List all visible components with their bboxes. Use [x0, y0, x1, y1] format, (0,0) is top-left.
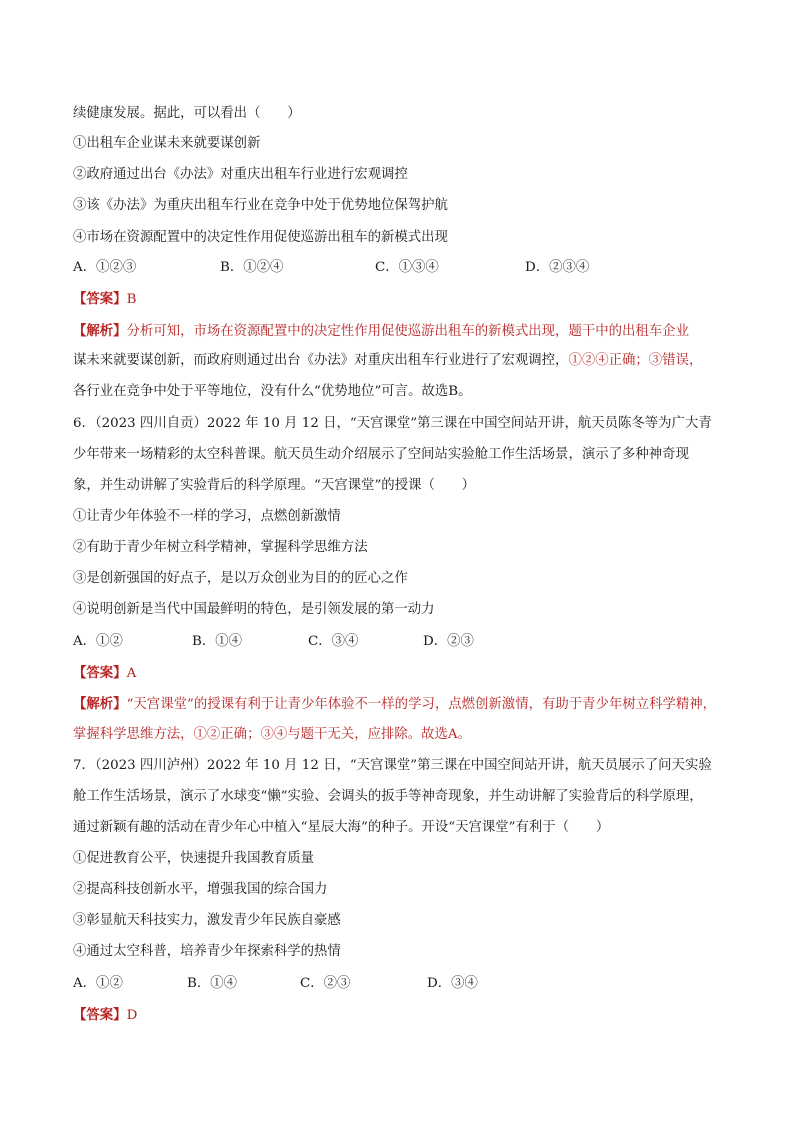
- q6-answer-label: 【答案】: [73, 665, 127, 681]
- q5-item-2: ②政府通过出台《办法》对重庆出租车行业进行宏观调控: [73, 167, 408, 182]
- q6-analysis-text-1: “天宫课堂”的授课有利于让青少年体验不一样的学习，点燃创新激情，有助于青少年树立科学精神，: [126, 697, 717, 712]
- q5-option-d: D．②③④: [525, 260, 590, 275]
- q5-answer-value: B: [126, 292, 137, 307]
- q6-option-b: B．①④: [192, 634, 243, 649]
- q6-stem-line-2: 少年带来一场精彩的太空科普课。航天员生动介绍展示了空间站实验舱工作生活场景，演示了多种神奇现: [73, 447, 689, 462]
- q5-analysis-line-2: [73, 351, 702, 371]
- q7-option-c: C．②③: [300, 976, 351, 991]
- q5-option-a: A．①②③: [73, 260, 137, 275]
- q7-item-2: ②提高科技创新水平，增强我国的综合国力: [73, 882, 328, 897]
- q6-analysis-line-1: [73, 694, 716, 715]
- q5-analysis-line-3: 各行业在竞争中处于平等地位，没有什么“优势地位”可言。故选B。: [73, 384, 472, 399]
- q7-answer-label: 【答案】: [73, 1007, 127, 1023]
- q6-options: [0, 632, 794, 652]
- q5-analysis-line-1: [73, 321, 689, 342]
- q6-answer: [73, 663, 136, 684]
- q5-answer: [73, 289, 136, 310]
- q5-item-1: ①出租车企业谋未来就要谋创新: [73, 136, 261, 151]
- q5-options: [0, 258, 794, 278]
- q6-item-3: ③是创新强国的好点子，是以万众创业为目的的匠心之作: [73, 571, 408, 586]
- q5-stem-tail: 续健康发展。据此，可以看出（ ）: [73, 106, 301, 121]
- q7-item-1: ①促进教育公平，快速提升我国教育质量: [73, 851, 315, 866]
- q7-answer: [73, 1005, 137, 1026]
- q5-option-c: C．①③④: [375, 260, 439, 275]
- q5-item-3: ③该《办法》为重庆出租车行业在竞争中处于优势地位保驾护航: [73, 198, 448, 213]
- q7-item-3: ③彰显航天科技实力，激发青少年民族自豪感: [73, 913, 341, 928]
- q6-item-4: ④说明创新是当代中国最鲜明的特色，是引领发展的第一动力: [73, 602, 435, 617]
- q5-answer-label: 【答案】: [73, 291, 127, 307]
- q6-item-2: ②有助于青少年树立科学精神，掌握科学思维方法: [73, 540, 368, 555]
- q5-analysis-text-1: 分析可知，市场在资源配置中的决定性作用促使巡游出租车的新模式出现，题干中的出租车企业: [126, 324, 689, 339]
- q6-option-d: D．②③: [423, 634, 474, 649]
- q7-answer-value: D: [126, 1008, 138, 1023]
- q5-analysis-label: 【解析】: [73, 323, 127, 339]
- q7-option-a: A．①②: [73, 976, 123, 991]
- q5-analysis-text-3: ①②④正确；③错误，: [568, 353, 703, 368]
- q6-option-c: C．③④: [308, 634, 359, 649]
- q6-option-a: A．①②: [73, 634, 123, 649]
- q7-options: [0, 974, 794, 994]
- q6-analysis-line-2: 掌握科学思维方法，①②正确；③④与题干无关，应排除。故选A。: [73, 727, 471, 742]
- q7-option-b: B．①④: [187, 976, 238, 991]
- q5-item-4: ④市场在资源配置中的决定性作用促使巡游出租车的新模式出现: [73, 230, 448, 245]
- q5-option-b: B．①②④: [220, 260, 284, 275]
- q6-stem-line-1: 6．（2023 四川自贡）2022 年 10 月 12 日，“天宫课堂”第三课在中国空间站开讲，航天员陈冬等为广大青: [73, 416, 712, 431]
- q7-option-d: D．③④: [427, 976, 478, 991]
- q7-item-4: ④通过太空科普，培养青少年探索科学的热情: [73, 944, 341, 959]
- q5-analysis-text-2: 谋未来就要谋创新，而政府则通过出台《办法》对重庆出租车行业进行了宏观调控，: [73, 353, 569, 368]
- q6-analysis-label: 【解析】: [73, 696, 127, 712]
- q7-stem-line-3: 通过新颖有趣的活动在青少年心中植入“星辰大海”的种子。开设“天宫课堂”有利于（ ）: [73, 820, 610, 835]
- q6-answer-value: A: [126, 666, 137, 681]
- q6-stem-line-3: 象，并生动讲解了实验背后的科学原理。“天宫课堂”的授课（ ）: [73, 478, 476, 493]
- q6-item-1: ①让青少年体验不一样的学习，点燃创新激情: [73, 509, 341, 524]
- q7-stem-line-2: 舱工作生活场景，演示了水球变“懒”实验、会调头的扳手等神奇现象，并生动讲解了实验背后的科学原理，: [73, 789, 703, 804]
- q7-stem-line-1: 7．（2023 四川泸州）2022 年 10 月 12 日，“天宫课堂”第三课在中国空间站开讲，航天员展示了问天实验: [73, 758, 712, 773]
